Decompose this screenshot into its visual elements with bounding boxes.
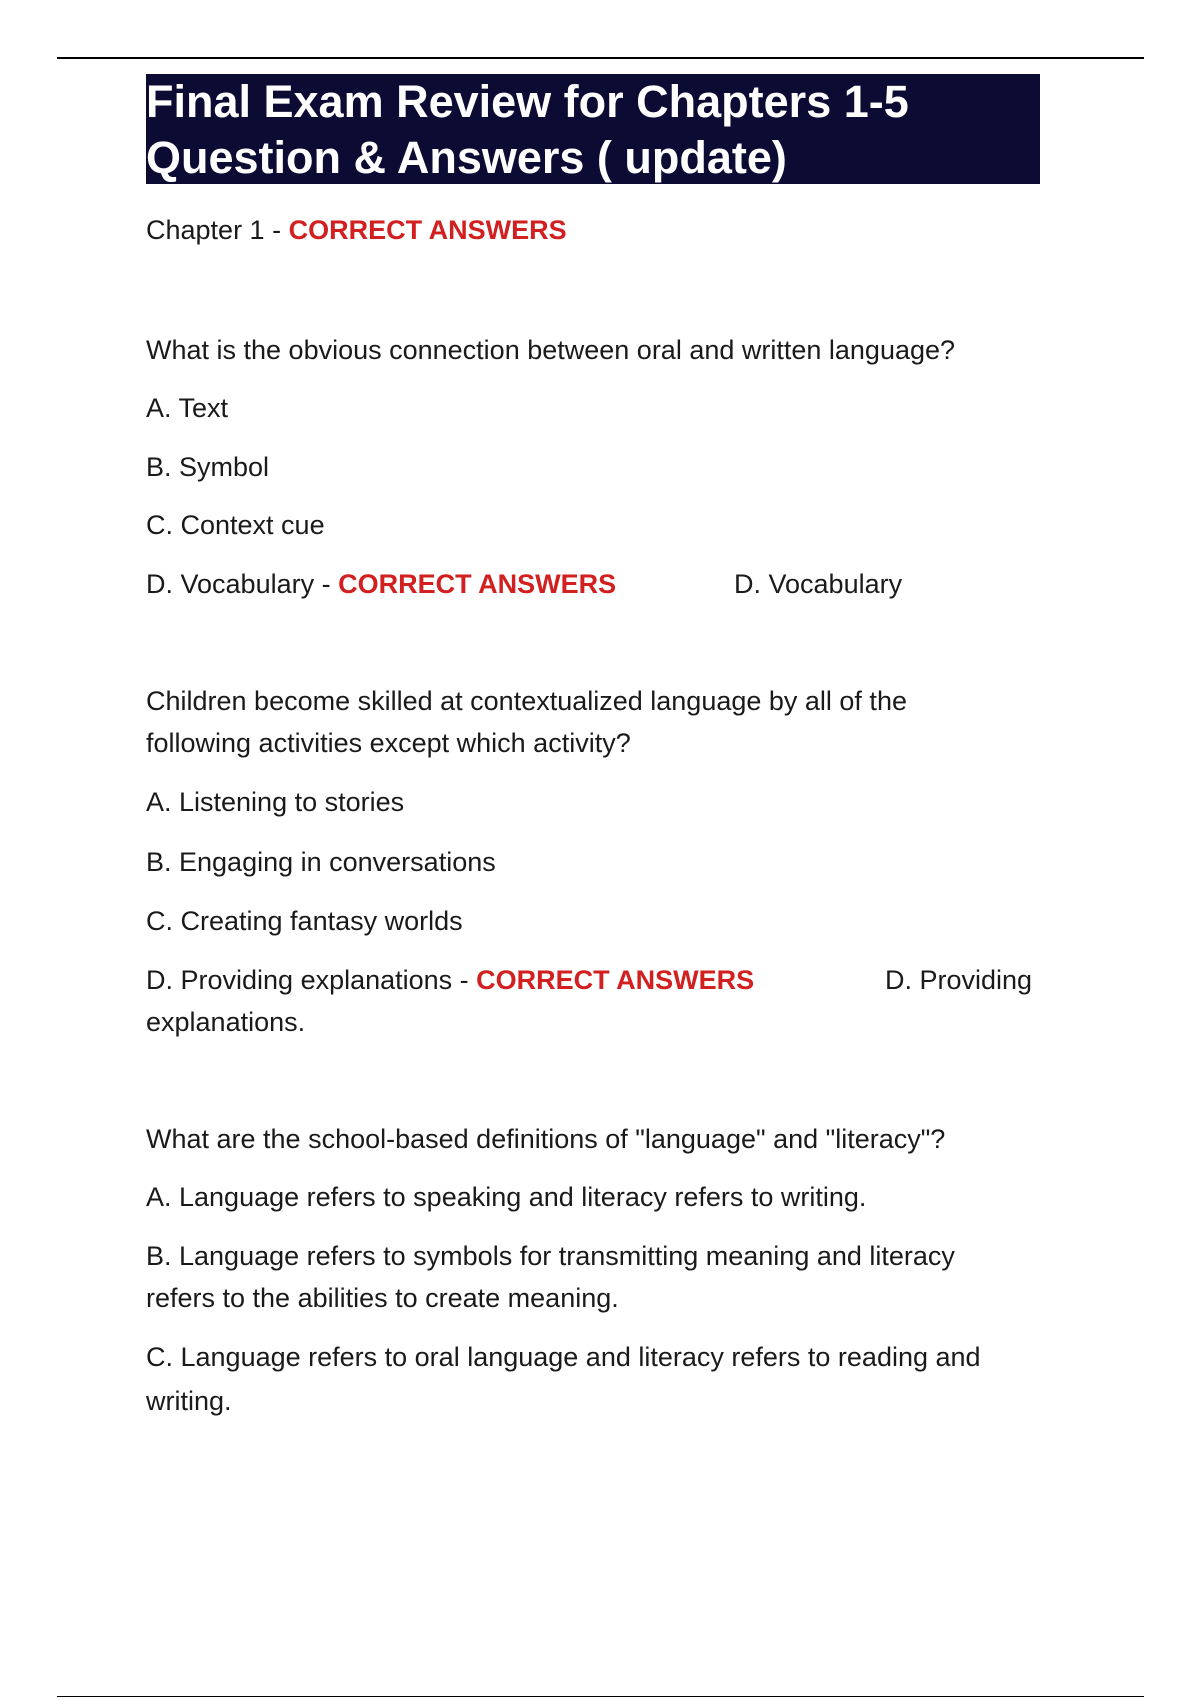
q3-option-c-line-2: writing. xyxy=(146,1386,232,1416)
q1-marker: CORRECT ANSWERS xyxy=(338,569,617,599)
question-2-line-2: following activities except which activity? xyxy=(146,728,631,758)
q2-answer-part-1: D. Providing xyxy=(885,965,1033,995)
chapter-marker: CORRECT ANSWERS xyxy=(288,215,567,245)
chapter-heading xyxy=(146,209,1056,251)
q2-option-b: B. Engaging in conversations xyxy=(146,847,496,877)
question-2-line-1: Children become skilled at contextualized language by all of the xyxy=(146,686,907,716)
q3-option-c-line-1: C. Language refers to oral language and literacy refers to reading and xyxy=(146,1342,981,1372)
chapter-label: Chapter 1 - xyxy=(146,215,289,245)
q2-option-c: C. Creating fantasy worlds xyxy=(146,906,463,936)
q2-marker: CORRECT ANSWERS xyxy=(476,965,755,995)
footer-rule xyxy=(57,1696,1144,1697)
q2-option-d-text: D. Providing explanations - xyxy=(146,965,477,995)
q1-answer: D. Vocabulary xyxy=(734,569,903,599)
q1-option-d-text: D. Vocabulary - xyxy=(146,569,339,599)
question-3: What are the school-based definitions of "language" and "literacy"? xyxy=(146,1124,946,1154)
title-line-2: Question & Answers ( update) xyxy=(146,132,787,183)
q3-option-b-line-1: B. Language refers to symbols for transmitting meaning and literacy xyxy=(146,1241,955,1271)
q1-option-b: B. Symbol xyxy=(146,452,270,482)
question-1: What is the obvious connection between oral and written language? xyxy=(146,335,956,365)
document-title xyxy=(146,74,1040,184)
q1-option-a: A. Text xyxy=(146,393,229,423)
q3-option-b-line-2: refers to the abilities to create meaning. xyxy=(146,1283,619,1313)
q2-option-a: A. Listening to stories xyxy=(146,787,405,817)
q2-answer-part-2: explanations. xyxy=(146,1007,306,1037)
q1-option-c: C. Context cue xyxy=(146,510,325,540)
q1-option-d xyxy=(146,563,1056,605)
header-rule xyxy=(57,57,1144,59)
title-line-1: Final Exam Review for Chapters 1-5 xyxy=(146,76,909,127)
q3-option-a: A. Language refers to speaking and literacy refers to writing. xyxy=(146,1182,867,1212)
